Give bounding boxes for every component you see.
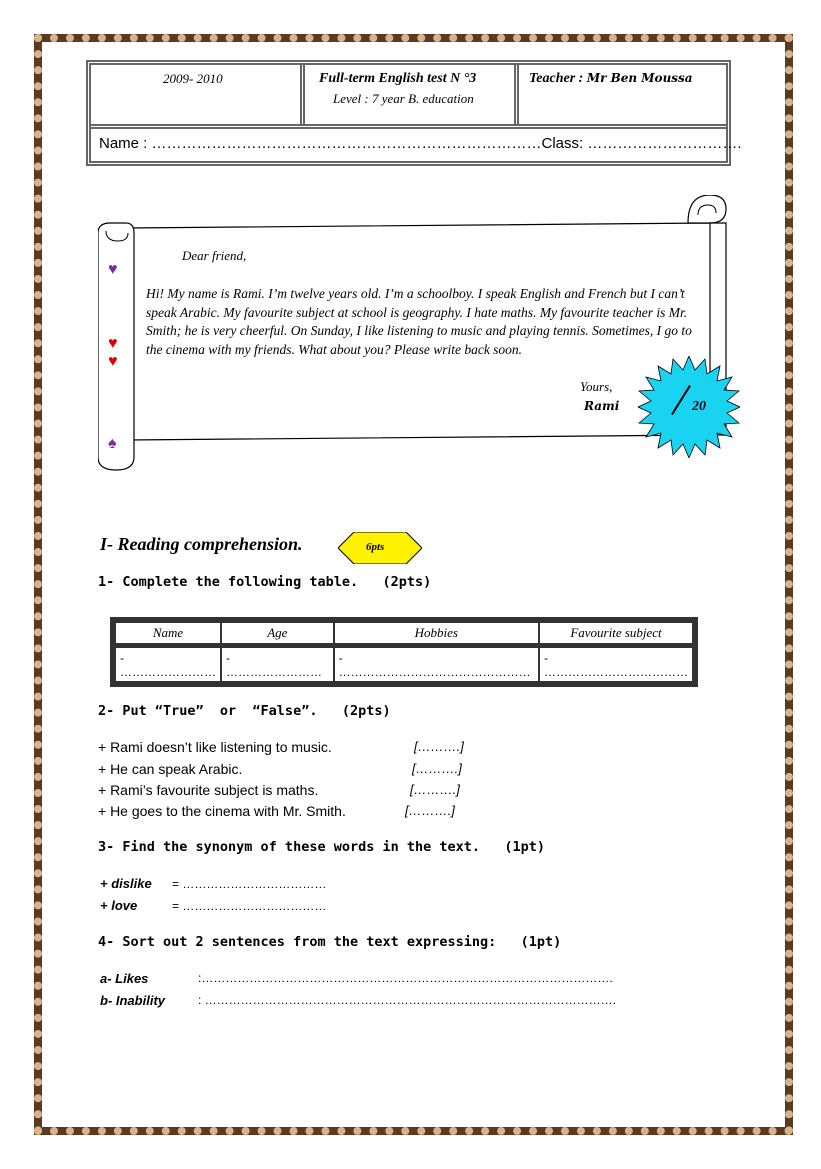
- name-class-line[interactable]: Name : ……………………………………………………………………Class: ………………………….: [99, 135, 742, 152]
- points-badge-label: 6pts: [366, 541, 385, 553]
- tf-statement: + Rami’s favourite subject is maths.: [98, 782, 319, 798]
- heart-icon: ♥: [108, 335, 118, 352]
- test-title: Full-term English test N °3: [319, 71, 477, 86]
- table-row: [115, 647, 693, 682]
- tf-statement: + Rami doesn’t like listening to music.: [98, 739, 332, 755]
- synonym-blank[interactable]: = ………………………………: [172, 877, 327, 891]
- score-starburst-icon: [638, 356, 740, 458]
- question-2: 2- Put “True” or “False”. (2pts): [98, 703, 391, 719]
- heart-icon: ♥: [108, 261, 118, 278]
- tf-statement: + He goes to the cinema with Mr. Smith.: [98, 803, 346, 819]
- title-cell: [305, 65, 519, 124]
- sort-blank[interactable]: :………………………………………………………………………………………….: [198, 971, 613, 985]
- synonym-word: + dislike: [100, 876, 152, 891]
- cell-age[interactable]: - ……………………: [221, 647, 334, 682]
- header-name: Name: [115, 622, 221, 647]
- synonym-word: + love: [100, 898, 138, 913]
- sort-blank[interactable]: : ………………………………………………………………………………………….: [198, 993, 617, 1007]
- question-1: 1- Complete the following table. (2pts): [98, 574, 432, 590]
- question-4: 4- Sort out 2 sentences from the text expressing: (1pt): [98, 934, 562, 950]
- level-label: Level : 7 year B. education: [333, 91, 474, 106]
- cell-name[interactable]: - ……………………: [115, 647, 221, 682]
- answer-table: [110, 617, 698, 687]
- teacher-label: [529, 71, 693, 87]
- teacher-cell: [519, 65, 726, 124]
- sort-label: a- Likes: [100, 971, 149, 986]
- tf-answer-blank[interactable]: [……….]: [410, 782, 460, 797]
- header-favourite-subject: Favourite subject: [539, 622, 693, 647]
- header-top-row: [91, 65, 726, 129]
- table-header-row: [115, 622, 693, 647]
- tf-answer-blank[interactable]: [……….]: [412, 761, 462, 776]
- spade-icon: ♠: [108, 435, 117, 452]
- letter-closing: Yours,: [580, 379, 613, 394]
- header-age: Age: [221, 622, 334, 647]
- synonym-blank[interactable]: = ………………………………: [172, 899, 327, 913]
- letter-signature: Rami: [584, 399, 620, 413]
- sort-label: b- Inability: [100, 993, 165, 1008]
- tf-answer-blank[interactable]: [……….]: [414, 739, 464, 754]
- question-3: 3- Find the synonym of these words in the text. (1pt): [98, 839, 546, 855]
- score-total: 20: [692, 399, 706, 414]
- header-box: [86, 60, 742, 166]
- letter-body: Hi! My name is Rami. I’m twelve years old. I’m a schoolboy. I speak English and French but I can’t speak Arabic. My favourite subject at school is geography. I hate maths. My favourite teacher is Mr. Smith; he is very cheerful. On Sunday, I like listening to music and playing tennis. Sometimes, I go to the cinema with my friends. What about you? Please write back soon.: [146, 286, 692, 357]
- year-cell: [91, 65, 305, 124]
- heart-icon: ♥: [108, 353, 118, 370]
- teacher-name: Mr Ben Moussa: [586, 71, 693, 85]
- school-year: 2009- 2010: [163, 71, 223, 86]
- section-title: I- Reading comprehension.: [100, 534, 303, 554]
- header-hobbies: Hobbies: [334, 622, 539, 647]
- cell-favourite-subject[interactable]: - ………………………………: [539, 647, 693, 682]
- tf-answer-blank[interactable]: [……….]: [405, 803, 455, 818]
- teacher-label-text: Teacher :: [529, 71, 584, 86]
- tf-statement: + He can speak Arabic.: [98, 761, 243, 777]
- cell-hobbies[interactable]: - …………………………………………: [334, 647, 539, 682]
- letter-greeting: Dear friend,: [182, 248, 247, 263]
